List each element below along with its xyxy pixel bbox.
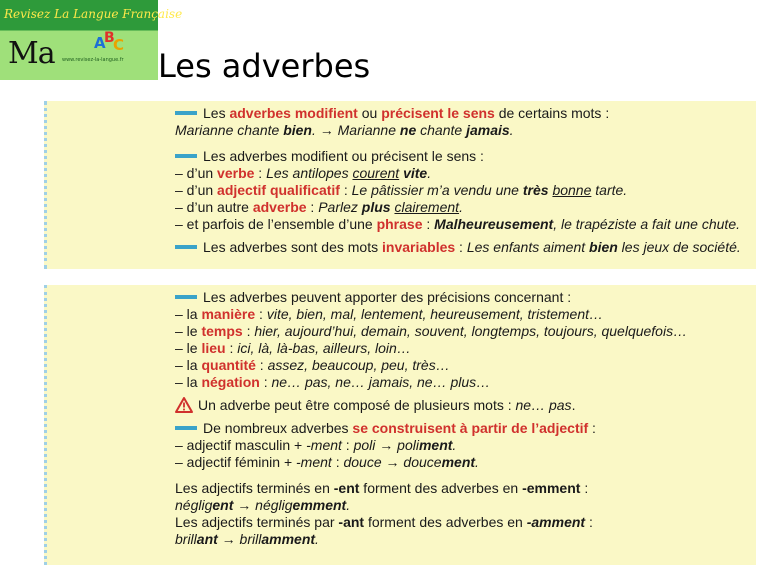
logo-letter-b: B <box>104 30 115 46</box>
example-line: brillant → brillamment. <box>175 531 319 547</box>
site-logo <box>0 0 183 80</box>
arrow-icon: → <box>221 531 236 547</box>
example-line: Marianne chante bien. → Marianne ne chante jamais. <box>175 122 514 138</box>
warning-icon <box>175 397 193 413</box>
logo-tagline: Revisez La Langue Française <box>4 7 183 21</box>
arrow-icon: → <box>379 437 394 453</box>
logo-letter-c: C <box>113 36 125 54</box>
arrow-icon: → <box>319 122 334 138</box>
list-item: – d’un autre adverbe : Parlez plus clairement. <box>175 199 463 215</box>
arrow-icon: → <box>237 497 252 513</box>
list-item: – le lieu : ici, là, là-bas, ailleurs, loin… <box>175 340 411 356</box>
rule-line: Les adverbes peuvent apporter des précisions concernant : <box>175 289 752 306</box>
logo-url: www.revisez-la-langue.fr <box>62 57 124 63</box>
dash-marker-icon <box>175 245 197 249</box>
rule-line: De nombreux adverbes se construisent à partir de l’adjectif : <box>175 420 752 437</box>
list-item: – la manière : vite, bien, mal, lentement, heureusement, tristement… <box>175 306 604 322</box>
warning-line: Un adverbe peut être composé de plusieurs mots : ne… pas. <box>175 397 752 414</box>
dash-marker-icon <box>175 426 197 430</box>
rule-text: Les adjectifs terminés par -ant forment des adverbes en -amment : <box>175 514 593 530</box>
rule-line: Les adverbes sont des mots invariables : Les enfants aiment bien les jeux de société. <box>175 239 752 256</box>
list-item: – le temps : hier, aujourd’hui, demain, souvent, longtemps, toujours, quelquefois… <box>175 323 688 339</box>
list-item: – d’un adjectif qualificatif : Le pâtissier m’a vendu une très bonne tarte. <box>175 182 628 198</box>
logo-letter-a: A <box>94 34 106 52</box>
dash-marker-icon <box>175 154 197 158</box>
list-item: – la quantité : assez, beaucoup, peu, très… <box>175 357 450 373</box>
list-item: – d’un verbe : Les antilopes courent vite. <box>175 165 432 181</box>
dash-marker-icon <box>175 295 197 299</box>
rule-line: Les adverbes modifient ou précisent le sens de certains mots : <box>175 105 752 122</box>
rule-text: Les adjectifs terminés en -ent forment des adverbes en -emment : <box>175 480 589 496</box>
lesson-panel-2 <box>44 285 756 565</box>
list-item: – adjectif féminin + -ment : douce → doucement. <box>175 454 479 470</box>
list-item: – adjectif masculin + -ment : poli → poliment. <box>175 437 457 453</box>
example-line: négligent → négligemment. <box>175 497 351 513</box>
page-title: Les adverbes <box>158 47 371 85</box>
rule-line: Les adverbes modifient ou précisent le sens : <box>175 148 752 165</box>
dash-marker-icon <box>175 111 197 115</box>
arrow-icon: → <box>385 454 400 470</box>
list-item: – et parfois de l’ensemble d’une phrase : Malheureusement, le trapéziste a fait une chute. <box>175 216 740 232</box>
logo-main-text: Ma <box>8 36 55 71</box>
list-item: – la négation : ne… pas, ne… jamais, ne… plus… <box>175 374 491 390</box>
lesson-panel-1 <box>44 101 756 269</box>
